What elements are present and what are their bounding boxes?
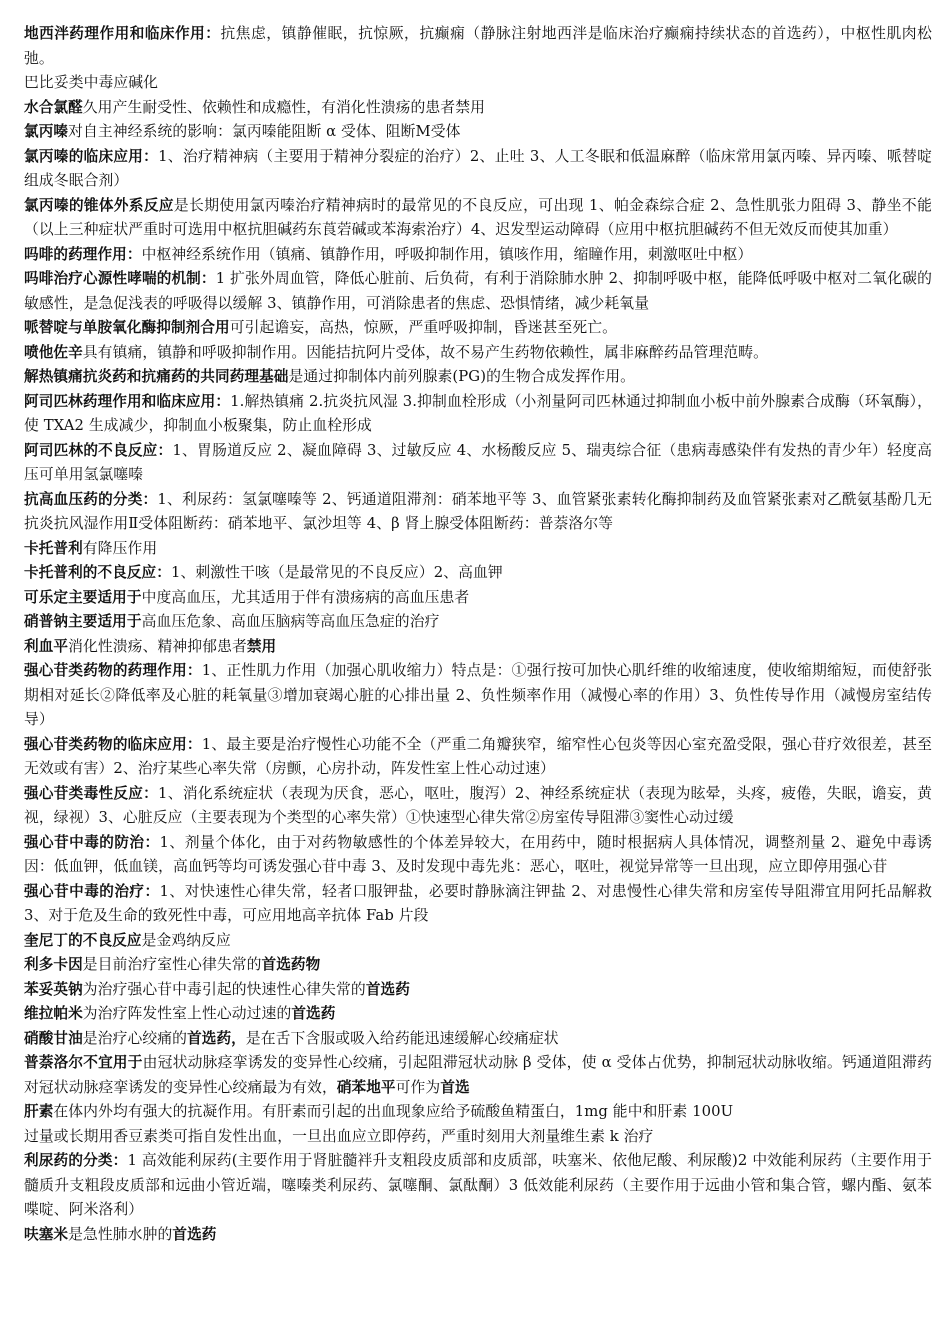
bold-term: 强心苷类毒性反应： [24,784,159,802]
paragraph [24,243,932,268]
paragraph [24,96,932,121]
body-text: 为治疗阵发性室上性心动过速的 [82,1005,292,1022]
paragraph [24,610,932,635]
bold-term: 首选 [440,1078,470,1096]
bold-term: 首选药， [187,1029,246,1047]
paragraph [24,978,932,1003]
paragraph [24,145,932,194]
body-text: 中度高血压，尤其适用于伴有溃疡病的高血压患者 [141,588,470,606]
body-text: 1、正性肌力作用（加强心肌收缩力）特点是：①强行按可加快心肌纤维的收缩速度，使收缩期缩短，而使舒张期相对延长②降低率及心脏的耗氧量③增加衰竭心脏的心排出量 2、负性频率作用（减慢心率的作用）3、负性传导作用（减慢房室结传导） [24,662,932,728]
bold-term: 利血平 [24,637,69,655]
paragraph [24,22,932,71]
body-text: 是金鸡纳反应 [141,931,231,949]
paragraph [24,1002,932,1027]
body-text: 巴比妥类中毒应碱化 [24,74,159,91]
paragraph [24,659,932,733]
paragraph [24,733,932,782]
body-text: 是长期使用氯丙嗪治疗精神病时的最常见的不良反应，可出现 1、帕金森综合症 2、急性肌张力阻碍 3、静坐不能（以上三种症状严重时可选用中枢抗胆碱药东莨菪碱或苯海索治疗）4、迟发型运动障碍（应用中枢抗胆碱药不但无效反而使其加重） [24,196,932,238]
bold-term: 利尿药的分类： [24,1152,128,1169]
paragraph [24,782,932,831]
paragraph [24,1051,932,1100]
body-text: 对自主神经系统的影响：氯丙嗪能阻断 α 受体、阻断M受体 [68,123,461,140]
bold-term: 卡托普利 [24,539,83,557]
bold-term: 呋塞米 [24,1225,69,1243]
paragraph [24,537,932,562]
bold-term: 喷他佐辛 [24,343,83,361]
paragraph [24,635,932,660]
body-text: 具有镇痛，镇静和呼吸抑制作用。因能拮抗阿片受体，故不易产生药物依赖性，属非麻醉药品管理范畴。 [82,343,769,361]
paragraph [24,929,932,954]
bold-term: 解热镇痛抗炎药和抗痛药的共同药理基础 [24,368,289,385]
bold-term: 水合氯醛 [24,98,83,116]
body-text: 1 高效能利尿药(主要作用于肾脏髓袢升支粗段皮质部和皮质部，呋塞米、依他尼酸、利尿酸)2 中效能利尿药（主要作用于髓质升支粗段皮质部和远曲小管近端，噻嗪类利尿药、氯噻酮、氯酞酮）3 低效能利尿药（主要作用于远曲小管和集合管，螺内酯、氨苯喋啶、阿米洛利） [24,1152,932,1218]
body-text: 可作为 [395,1078,441,1096]
body-text: 1.解热镇痛 2.抗炎抗风湿 3.抑制血栓形成（小剂量阿司匹林通过抑制血小板中前外腺素合成酶（环氧酶），使 TXA2 生成减少，抑制血小板聚集，防止血栓形成 [24,392,932,434]
body-text: 可引起谵妄，高热，惊厥，严重呼吸抑制，昏迷甚至死亡。 [229,319,618,336]
paragraph [24,365,932,390]
body-text: 是急性肺水肿的 [68,1225,173,1243]
bold-term: 硝苯地平 [336,1078,396,1096]
paragraph [24,831,932,880]
bold-term: 禁用 [246,637,277,655]
bold-term: 卡托普利的不良反应： [24,564,171,581]
paragraph [24,880,932,929]
paragraph [24,561,932,586]
body-text: 为治疗强心苷中毒引起的快速性心律失常的 [82,980,366,998]
paragraph [24,341,932,366]
body-text: 抗焦虑，镇静催眠，抗惊厥，抗癫痫（静脉注射地西泮是临床治疗癫痫持续状态的首选药），中枢性肌肉松弛。 [24,25,932,67]
paragraph [24,1223,932,1248]
body-text: 是治疗心绞痛的 [82,1029,188,1047]
bold-term: 强心苷中毒的治疗： [24,882,160,900]
paragraph [24,194,932,243]
bold-term: 奎尼丁的不良反应 [24,931,142,949]
bold-term: 硝酸甘油 [24,1029,83,1047]
body-text: 1、最主要是治疗慢性心功能不全（严重二角瓣狭窄，缩窄性心包炎等因心室充盈受限，强心苷疗效很差，甚至无效或有害）2、治疗某些心率失常（房颤，心房扑动，阵发性室上性心动过速） [24,735,932,777]
body-text: 是在舌下含服或吸入给药能迅速缓解心绞痛症状 [245,1029,559,1047]
body-text: 过量或长期用香豆素类可指自发性出血，一旦出血应立即停药，严重时刻用大剂量维生素 k 治疗 [24,1127,654,1145]
bold-term: 地西泮药理作用和临床作用： [24,25,221,42]
body-text: 1、胃肠道反应 2、凝血障碍 3、过敏反应 4、水杨酸反应 5、瑞夷综合征（患病毒感染伴有发热的青少年）轻度高压可单用氢氯噻嗪 [24,441,932,483]
paragraph [24,953,932,978]
bold-term: 肝素 [24,1103,54,1120]
paragraph [24,71,932,96]
body-text: 高血压危象、高血压脑病等高血压急症的治疗 [141,613,440,630]
paragraph [24,488,932,537]
body-text: 1、剂量个体化，由于对药物敏感性的个体差异较大，在用药中，随时根据病人具体情况，调整剂量 2、避免中毒诱因：低血钾，低血镁，高血钙等均可诱发强心苷中毒 3、及时发现中毒先兆：恶心，呕吐，视觉异常等一旦出现，应立即停用强心苷 [24,833,932,875]
body-text: 是通过抑制体内前列腺素(PG)的生物合成发挥作用。 [288,368,636,385]
bold-term: 强心苷中毒的防治： [24,833,160,851]
paragraph [24,267,932,316]
bold-term: 氯丙嗪的锥体外系反应 [24,196,174,214]
bold-term: 阿司匹林的不良反应： [24,441,173,459]
paragraph [24,1027,932,1052]
paragraph [24,120,932,145]
paragraph [24,1149,932,1223]
body-text: 中枢神经系统作用（镇痛、镇静作用，呼吸抑制作用，镇咳作用，缩瞳作用，刺激呕吐中枢） [141,245,753,263]
body-text: 久用产生耐受性、依赖性和成瘾性，有消化性溃疡的患者禁用 [82,98,485,116]
bold-term: 普萘洛尔不宜用于 [24,1054,143,1071]
bold-term: 强心苷类药物的临床应用： [24,735,202,753]
bold-term: 首选药 [291,1005,336,1022]
bold-term: 苯妥英钠 [24,980,83,998]
bold-term: 氯丙嗪 [24,123,69,140]
bold-term: 首选药 [365,980,410,998]
body-text: 1、消化系统症状（表现为厌食，恶心，呕吐，腹泻）2、神经系统症状（表现为眩晕，头疼，疲倦，失眠，谵妄，黄视，绿视）3、心脏反应（主要表现为个类型的心率失常）①快速型心律失常②房室传导阻滞③窦性心动过缓 [24,784,932,826]
body-text: 1、利尿药：氢氯噻嗪等 2、钙通道阻滞剂：硝苯地平等 3、血管紧张素转化酶抑制药及血管紧张素对乙酰氨基酚几无抗炎抗风湿作用Ⅱ受体阻断药：硝苯地平、氯沙坦等 4、β 肾上腺受体阻断药：普萘洛尔等 [24,490,932,532]
bold-term: 利多卡因 [24,956,83,973]
body-text: 有降压作用 [82,539,158,557]
bold-term: 强心苷类药物的药理作用： [24,662,202,679]
bold-term: 维拉帕米 [24,1005,83,1022]
bold-term: 可乐定主要适用于 [24,588,142,606]
bold-term: 硝普钠主要适用于 [24,613,142,630]
body-text: 在体内外均有强大的抗凝作用。有肝素而引起的出血现象应给予硫酸鱼精蛋白，1mg 能中和肝素 100U [53,1103,734,1120]
bold-term: 阿司匹林药理作用和临床应用： [24,392,231,410]
body-text: 1 扩张外周血管，降低心脏前、后负荷，有利于消除肺水肿 2、抑制呼吸中枢，能降低呼吸中枢对二氧化碳的敏感性，是急促浅表的呼吸得以缓解 3、镇静作用，可消除患者的焦虑、恐惧情绪，减少耗氧量 [24,270,932,312]
paragraph [24,1125,932,1150]
paragraph [24,439,932,488]
bold-term: 吗啡治疗心源性哮喘的机制： [24,270,216,287]
paragraph [24,1100,932,1125]
document-body [24,22,932,1247]
bold-term: 吗啡的药理作用： [24,245,142,263]
body-text: 1、刺激性干咳（是最常见的不良反应）2、高血钾 [170,564,503,581]
body-text: 由冠状动脉痉挛诱发的变异性心绞痛，引起阻滞冠状动脉 β 受体，使 α 受体占优势，抑制冠状动脉收缩。钙通道阻滞药对冠状动脉痉挛诱发的变异性心绞痛最为有效， [24,1054,932,1096]
paragraph [24,316,932,341]
body-text: 是目前治疗室性心律失常的 [82,956,262,973]
body-text: 1、对快速性心律失常，轻者口服钾盐，必要时静脉滴注钾盐 2、对患慢性心律失常和房室传导阻滞宜用阿托品解救 3、对于危及生命的致死性中毒，可应用地高辛抗体 Fab 片段 [24,882,932,924]
paragraph [24,586,932,611]
body-text: 1、治疗精神病（主要用于精神分裂症的治疗）2、止吐 3、人工冬眠和低温麻醉（临床常用氯丙嗪、异丙嗪、哌替啶组成冬眠合剂） [24,147,932,189]
bold-term: 抗高血压药的分类： [24,490,158,508]
bold-term: 氯丙嗪的临床应用： [24,147,159,165]
bold-term: 首选药 [172,1225,217,1243]
bold-term: 首选药物 [261,956,321,973]
paragraph [24,390,932,439]
body-text: 消化性溃疡、精神抑郁患者 [68,637,247,655]
bold-term: 哌替啶与单胺氧化酶抑制剂合用 [24,319,230,336]
